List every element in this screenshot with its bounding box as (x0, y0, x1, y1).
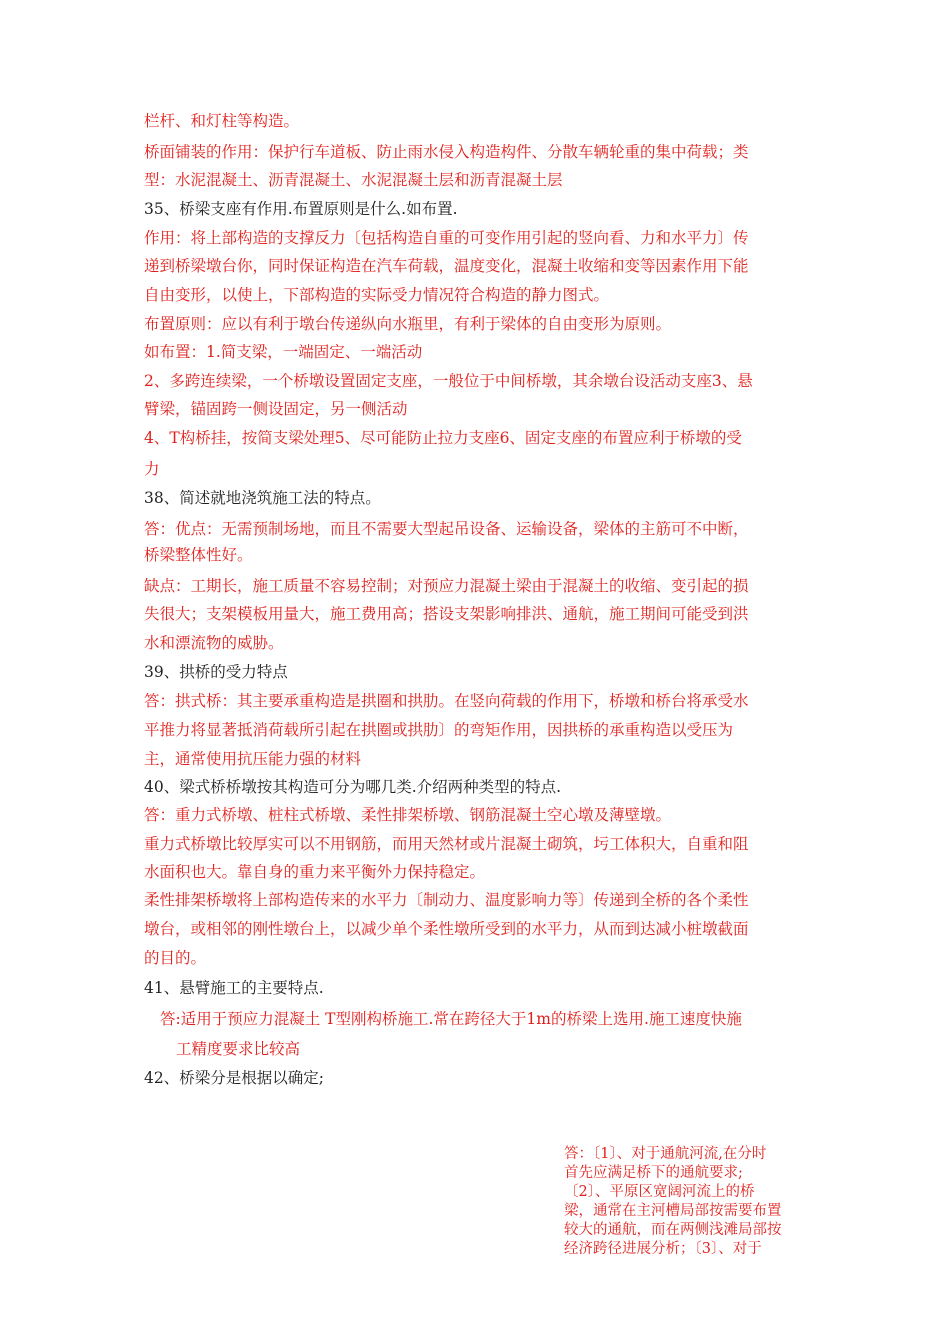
note-line: 较大的通航，而在两侧浅滩局部按 (564, 1222, 782, 1238)
text-line: 墩台，或相邻的刚性墩台上，以减少单个柔性墩所受到的水平力，从而到达减小桩墩截面 (144, 920, 749, 938)
question-heading: 42、桥梁分是根据以确定; (144, 1069, 324, 1087)
text-line: 柔性排架桥墩将上部构造传来的水平力〔制动力、温度影响力等〕传递到全桥的各个柔性 (144, 891, 749, 909)
text-line: 水面积也大。靠自身的重力来平衡外力保持稳定。 (144, 863, 486, 881)
text-line: 型：水泥混凝土、沥青混凝土、水泥混凝土层和沥青混凝土层 (144, 171, 563, 189)
text-line: 桥面铺装的作用：保护行车道板、防止雨水侵入构造构件、分散车辆轮重的集中荷载；类 (144, 143, 749, 161)
text-line: 2、多跨连续梁，一个桥墩设置固定支座，一般位于中间桥墩，其余墩台设活动支座3、悬 (144, 372, 753, 390)
note-line: 梁，通常在主河槽局部按需要布置 (564, 1203, 782, 1219)
text-line: 答：优点：无需预制场地，而且不需要大型起吊设备、运输设备，梁体的主筋可不中断， (144, 520, 749, 538)
text-line: 如布置：1.简支梁，一端固定、一端活动 (144, 343, 423, 361)
text-line: 布置原则：应以有利于墩台传递纵向水瓶里，有利于梁体的自由变形为原则。 (144, 315, 672, 333)
text-line: 答:适用于预应力混凝土 T型刚构桥施工.常在跨径大于1m的桥梁上选用.施工速度快施 (160, 1010, 742, 1028)
text-line: 水和漂流物的威胁。 (144, 634, 284, 652)
text-line: 主，通常使用抗压能力强的材料 (144, 750, 362, 768)
text-line: 工精度要求比较高 (176, 1040, 301, 1058)
text-line: 答：拱式桥：其主要承重构造是拱圈和拱肋。在竖向荷载的作用下，桥墩和桥台将承受水 (144, 692, 749, 710)
note-line: 答：〔1〕、对于通航河流,在分时 (564, 1146, 767, 1162)
text-line: 桥梁整体性好。 (144, 546, 253, 564)
text-line: 缺点：工期长，施工质量不容易控制；对预应力混凝土梁由于混凝土的收缩、变引起的损 (144, 577, 749, 595)
text-line: 答：重力式桥墩、桩柱式桥墩、柔性排架桥墩、钢筋混凝土空心墩及薄壁墩。 (144, 806, 672, 824)
text-line: 4、T构桥挂，按简支梁处理5、尽可能防止拉力支座6、固定支座的布置应利于桥墩的受 (144, 429, 742, 447)
side-note-answer (564, 1145, 824, 1259)
text-line: 臂梁，锚固跨一侧设固定，另一侧活动 (144, 400, 408, 418)
note-line: 首先应满足桥下的通航要求; (564, 1165, 743, 1181)
text-line: 栏杆、和灯柱等构造。 (144, 112, 300, 130)
text-line: 自由变形，以使上，下部构造的实际受力情况符合构造的静力图式。 (144, 286, 610, 304)
text-line: 失很大；支架模板用量大，施工费用高；搭设支架影响排洪、通航，施工期间可能受到洪 (144, 605, 749, 623)
text-line: 平推力将显著抵消荷载所引起在拱圈或拱肋〕的弯矩作用，因拱桥的承重构造以受压为 (144, 721, 734, 739)
text-line: 的目的。 (144, 949, 207, 967)
question-heading: 38、简述就地浇筑施工法的特点。 (144, 489, 381, 507)
text-line: 力 (144, 460, 160, 478)
question-heading: 35、桥梁支座有作用.布置原则是什么.如布置. (144, 200, 458, 218)
question-heading: 39、拱桥的受力特点 (144, 663, 288, 681)
text-line: 重力式桥墩比较厚实可以不用钢筋，而用天然材或片混凝土砌筑，圬工体积大，自重和阻 (144, 835, 749, 853)
text-line: 作用：将上部构造的支撑反力〔包括构造自重的可变作用引起的竖向看、力和水平力〕传 (144, 229, 749, 247)
text-line: 递到桥梁墩台你，同时保证构造在汽车荷载，温度变化，混凝土收缩和变等因素作用下能 (144, 257, 749, 275)
question-heading: 41、悬臂施工的主要特点. (144, 979, 324, 997)
question-heading: 40、梁式桥桥墩按其构造可分为哪几类.介绍两种类型的特点. (144, 778, 562, 796)
note-line: 〔2〕、平原区宽阔河流上的桥 (564, 1184, 755, 1200)
note-line: 经济跨径进展分析；〔3〕、对于 (564, 1241, 762, 1257)
